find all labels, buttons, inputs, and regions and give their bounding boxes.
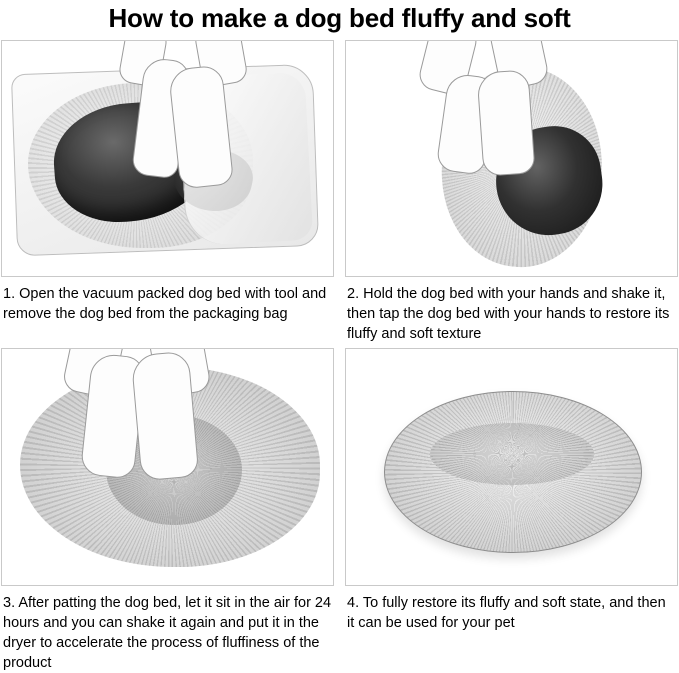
shake-bed-illustration	[345, 40, 678, 277]
page-title: How to make a dog bed fluffy and soft	[108, 3, 571, 33]
panel-grid	[0, 40, 679, 673]
caption-step-2: 2. Hold the dog bed with your hands and shake it, then tap the dog bed with your hands to restore its fluffy and soft texture	[347, 286, 670, 342]
pat-bed-illustration	[1, 348, 334, 586]
panel-step-4	[345, 348, 678, 673]
panel-step-3	[1, 348, 334, 673]
panel-step-1	[1, 40, 334, 344]
panel-step-2	[345, 40, 678, 344]
finished-bed-illustration	[345, 348, 678, 586]
hand-right	[131, 351, 200, 482]
hand-right	[476, 69, 535, 176]
bed-center-cushion	[430, 423, 594, 485]
caption-step-1: 1. Open the vacuum packed dog bed with tool and remove the dog bed from the packaging bag	[3, 286, 327, 322]
caption-step-3: 3. After patting the dog bed, let it sit in the air for 24 hours and you can shake it again and put it in the dryer to accelerate the process of fluffiness of the product	[3, 595, 332, 671]
caption-step-4: 4. To fully restore its fluffy and soft state, and then it can be used for your pet	[347, 595, 666, 631]
vacuum-packed-bed-illustration	[1, 40, 334, 277]
